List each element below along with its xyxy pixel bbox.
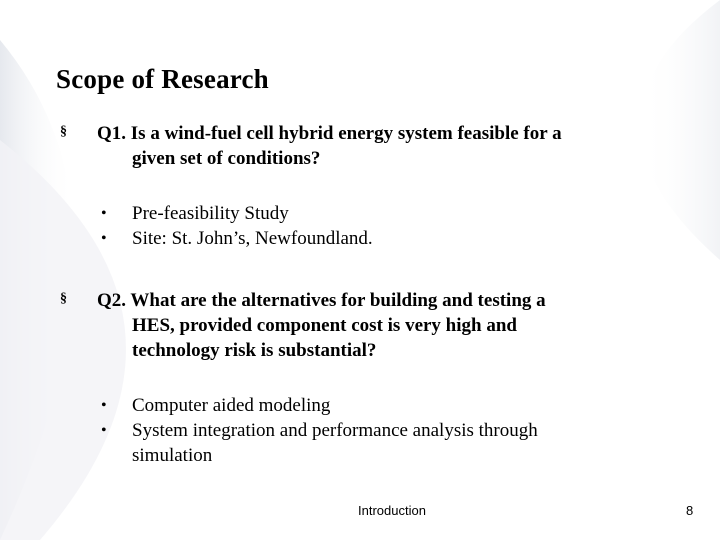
list-item: • System integration and performance analysis through simulation: [101, 420, 538, 466]
slide-title: Scope of Research: [56, 64, 269, 94]
round-bullet: •: [101, 422, 107, 439]
q2-line3: technology risk is substantial?: [132, 340, 377, 361]
footer-section-label: Introduction: [358, 503, 426, 518]
q1-square-bullet: §: [60, 124, 67, 139]
q2-line2: HES, provided component cost is very high and: [132, 315, 517, 336]
q2-square-bullet: §: [60, 291, 67, 306]
round-bullet: •: [101, 397, 107, 414]
list-item: • Pre-feasibility Study: [101, 203, 289, 224]
list-item: • Site: St. John’s, Newfoundland.: [101, 228, 373, 249]
q2-question: [97, 288, 657, 363]
q2-bullet-list: [97, 393, 657, 468]
q1-question: [97, 121, 657, 171]
q1-bullet-list: [97, 201, 657, 251]
q2-line1: Q2. What are the alternatives for building and testing a: [97, 290, 546, 311]
q1-line2: given set of conditions?: [132, 148, 321, 169]
round-bullet: •: [101, 205, 107, 222]
round-bullet: •: [101, 230, 107, 247]
list-item: • Computer aided modeling: [101, 395, 331, 416]
q1-line1: Q1. Is a wind-fuel cell hybrid energy system feasible for a: [97, 123, 562, 144]
page-number: 8: [686, 503, 694, 518]
